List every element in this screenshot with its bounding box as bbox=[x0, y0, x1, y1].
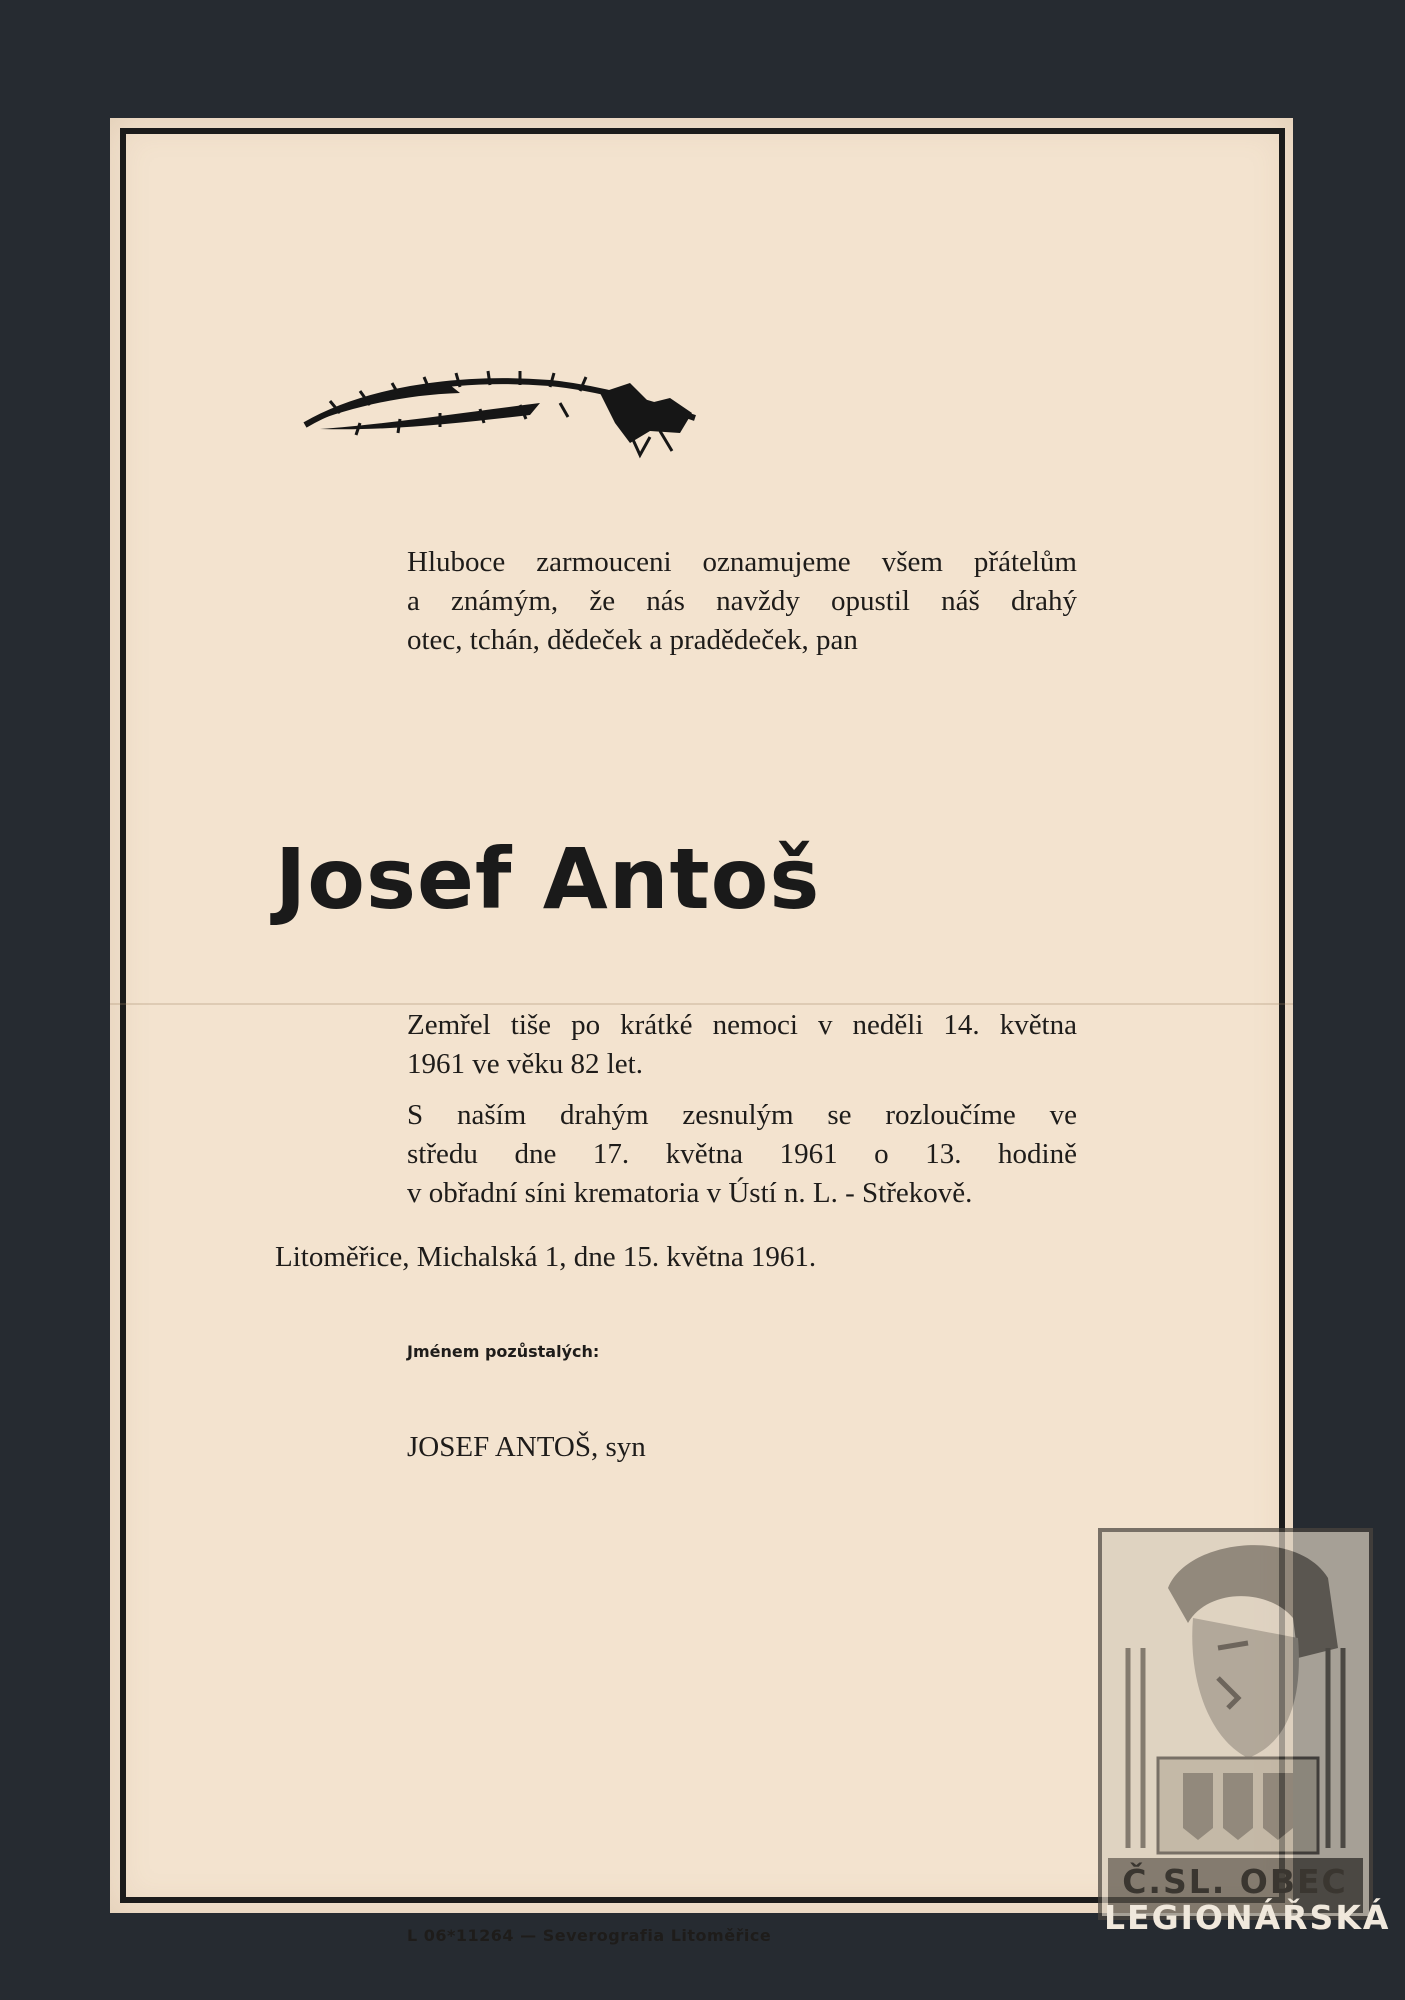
farewell-line-3: v obřadní síni krematoria v Ústí n. L. - Střekově. bbox=[407, 1177, 973, 1209]
farewell-paragraph bbox=[407, 1096, 1077, 1213]
death-paragraph bbox=[407, 1006, 1077, 1084]
watermark-line-2: LEGIONÁŘSKÁ bbox=[1104, 1898, 1391, 1937]
intro-line-3: otec, tchán, dědeček a pradědeček, pan bbox=[407, 624, 858, 656]
signer: JOSEF ANTOŠ, syn bbox=[407, 1431, 646, 1463]
survivors-label: Jménem pozůstalých: bbox=[407, 1342, 600, 1361]
intro-paragraph bbox=[407, 543, 1077, 660]
intro-line-2: a známým, že nás navždy opustil náš drahý bbox=[407, 585, 1077, 617]
farewell-line-2: středu dne 17. května 1961 o 13. hodině bbox=[407, 1138, 1077, 1170]
death-line-1: Zemřel tiše po krátké nemoci v neděli 14. května bbox=[407, 1009, 1077, 1041]
fold-crease bbox=[110, 1003, 1293, 1005]
intro-line-1: Hluboce zarmouceni oznamujeme všem přátelům bbox=[407, 546, 1077, 578]
death-line-2: 1961 ve věku 82 let. bbox=[407, 1048, 643, 1080]
palm-branch-icon bbox=[300, 363, 705, 463]
printer-imprint: L 06*11264 — Severografia Litoměřice bbox=[407, 1926, 772, 1945]
place-date: Litoměřice, Michalská 1, dne 15. května 1961. bbox=[275, 1241, 817, 1273]
farewell-line-1: S naším drahým zesnulým se rozloučíme ve bbox=[407, 1099, 1077, 1131]
deceased-name: Josef Antoš bbox=[275, 830, 821, 928]
watermark-line-1: Č.SL. OBEC bbox=[1122, 1862, 1348, 1901]
